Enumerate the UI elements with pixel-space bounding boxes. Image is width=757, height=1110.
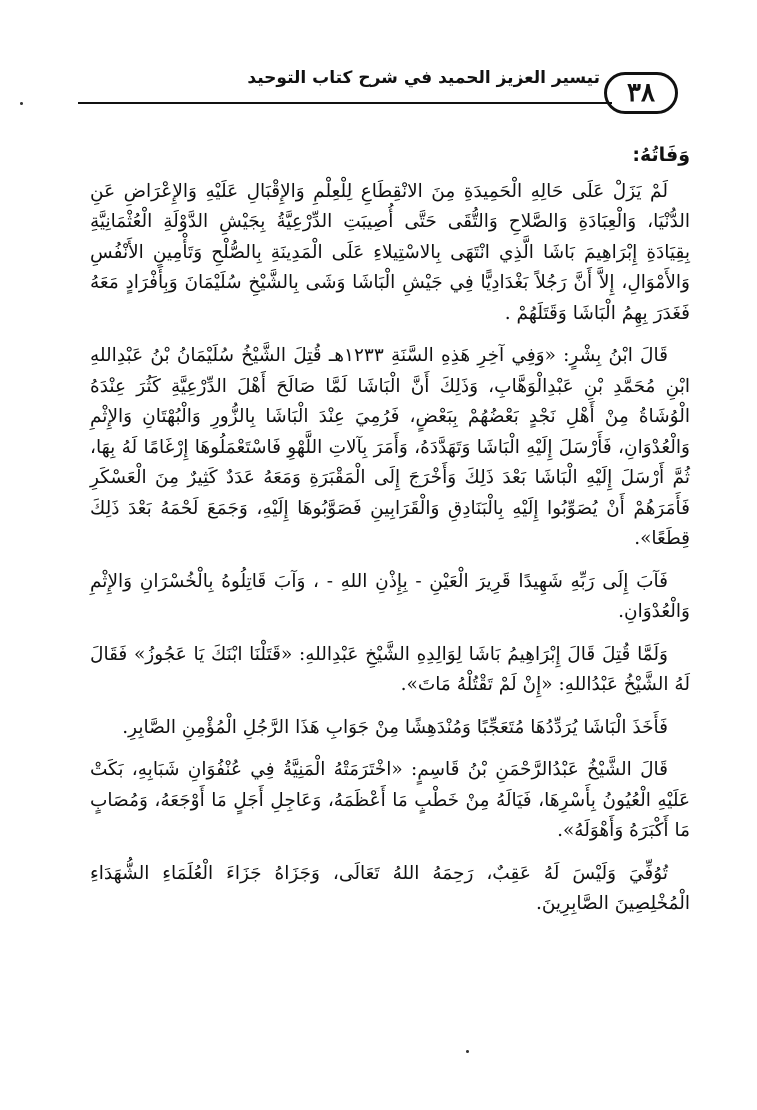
page-number: ٣٨ (604, 72, 678, 114)
paragraph: تُوُفِّيَ وَلَيْسَ لَهُ عَقِبٌ، رَحِمَهُ اللهُ تَعَالَى، وَجَزَاهُ جَزَاءَ الْعُلَمَاءِ الشُّهَدَاءِ الْمُخْلِصِينَ الصَّابِرِينَ. (90, 862, 690, 914)
bottom-dot (466, 1050, 469, 1053)
margin-dot (20, 102, 23, 105)
header-divider (78, 102, 612, 104)
page-header (78, 60, 678, 120)
page-body (90, 140, 690, 932)
running-title: تيسير العزيز الحميد في شرح كتاب التوحيد (247, 68, 600, 88)
paragraph: لَمْ يَزَلْ عَلَى حَالِهِ الْحَمِيدَةِ مِنَ الانْقِطَاعِ لِلْعِلْمِ وَالإِقْبَالِ عَلَيْهِ وَالإِعْرَاضِ عَنِ الدُّنْيَا، وَالْعِبَادَةِ وَالصَّلاحِ وَالتُّقَى حَتَّى أُصِيبَتِ الدِّرْعِيَّةُ بِجَيْشِ الدَّوْلَةِ الْعُثْمَانِيَّةِ بِقِيَادَةِ إِبْرَاهِيمَ بَاشَا الَّذِي انْتَهَى بِالاسْتِيلاءِ عَلَى الْمَدِينَةِ بِالصُّلْحِ وَتَأْمِينِ الأَنْفُسِ وَالأَمْوَالِ، إِلاَّ أَنَّ رَجُلاً بَغْدَادِيًّا فِي جَيْشِ الْبَاشَا وَشَى بِالشَّيْخِ سُلَيْمَانَ وَبِأَفْرَادٍ مَعَهُ فَغَدَرَ بِهِمُ الْبَاشَا وَقَتَلَهُمْ . (90, 180, 690, 324)
paragraph: وَلَمَّا قُتِلَ قَالَ إِبْرَاهِيمُ بَاشَا لِوَالِدِهِ الشَّيْخِ عَبْدِاللهِ: «قَتَلْنَا ابْنَكَ يَا عَجُوزُ» فَقَالَ لَهُ الشَّيْخُ عَبْدُاللهِ: «إِنْ لَمْ تَقْتُلْهُ مَاتَ». (90, 643, 690, 695)
paragraph: فَآبَ إِلَى رَبِّهِ شَهِيدًا قَرِيرَ الْعَيْنِ - بِإِذْنِ اللهِ - ، وَآبَ قَاتِلُوهُ بِالْخُسْرَانِ وَالإِثْمِ وَالْعُدْوَانِ. (90, 570, 690, 622)
paragraph: قَالَ ابْنُ بِشْرٍ: «وَفِي آخِرِ هَذِهِ السَّنَةِ ١٢٣٣هـ قُتِلَ الشَّيْخُ سُلَيْمَانُ بْنُ عَبْدِاللهِ ابْنِ مُحَمَّدِ بْنِ عَبْدِالْوَهَّابِ، وَذَلِكَ أَنَّ الْبَاشَا لَمَّا صَالَحَ أَهْلَ الدِّرْعِيَّةِ كَثُرَ عِنْدَهُ الْوُشَاةُ مِنْ أَهْلِ نَجْدٍ بَعْضُهُمْ بِبَعْضٍ، فَرُمِيَ عِنْدَ الْبَاشَا بِالزُّورِ وَالْبُهْتَانِ وَالإِثْمِ وَالْعُدْوَانِ، فَأَرْسَلَ إِلَيْهِ الْبَاشَا وَتَهَدَّدَهُ، وَأَمَرَ بِآلاتِ اللَّهْوِ فَاسْتَعْمَلُوهَا إِرْغَامًا لَهُ بِهَا، ثُمَّ أَرْسَلَ إِلَيْهِ الْبَاشَا بَعْدَ ذَلِكَ وَأَخْرَجَ إِلَى الْمَقْبَرَةِ وَمَعَهُ عَدَدٌ كَثِيرٌ مِنَ الْعَسْكَرِ فَأَمَرَهُمْ أَنْ يُصَوِّبُوا إِلَيْهِ بِالْبَنَادِقِ وَالْقَرَابِينِ فَصَوَّبُوهَا إِلَيْهِ، وَجَمَعَ لَحْمَهُ بَعْدَ ذَلِكَ قِطَعًا». (90, 345, 690, 549)
paragraph: قَالَ الشَّيْخُ عَبْدُالرَّحْمَنِ بْنُ قَاسِمٍ: «اخْتَرَمَتْهُ الْمَنِيَّةُ فِي عُنْفُوَانِ شَبَابِهِ، بَكَتْ عَلَيْهِ الْعُيُونُ بِأَسْرِهَا، فَيَالَهُ مِنْ خَطْبٍ مَا أَعْظَمَهُ، وَعَاجِلِ أَجَلٍ مَا أَوْجَعَهُ، وَمُصَابٍ مَا أَكْبَرَهُ وَأَهْوَلَهُ». (90, 759, 690, 841)
section-heading: وَفَاتُهُ: (632, 144, 690, 166)
paragraph: فَأَخَذَ الْبَاشَا يُرَدِّدُهَا مُتَعَجِّبًا وَمُنْدَهِشًا مِنْ جَوَابِ هَذَا الرَّجُلِ الْمُؤْمِنِ الصَّابِرِ. (122, 716, 668, 738)
